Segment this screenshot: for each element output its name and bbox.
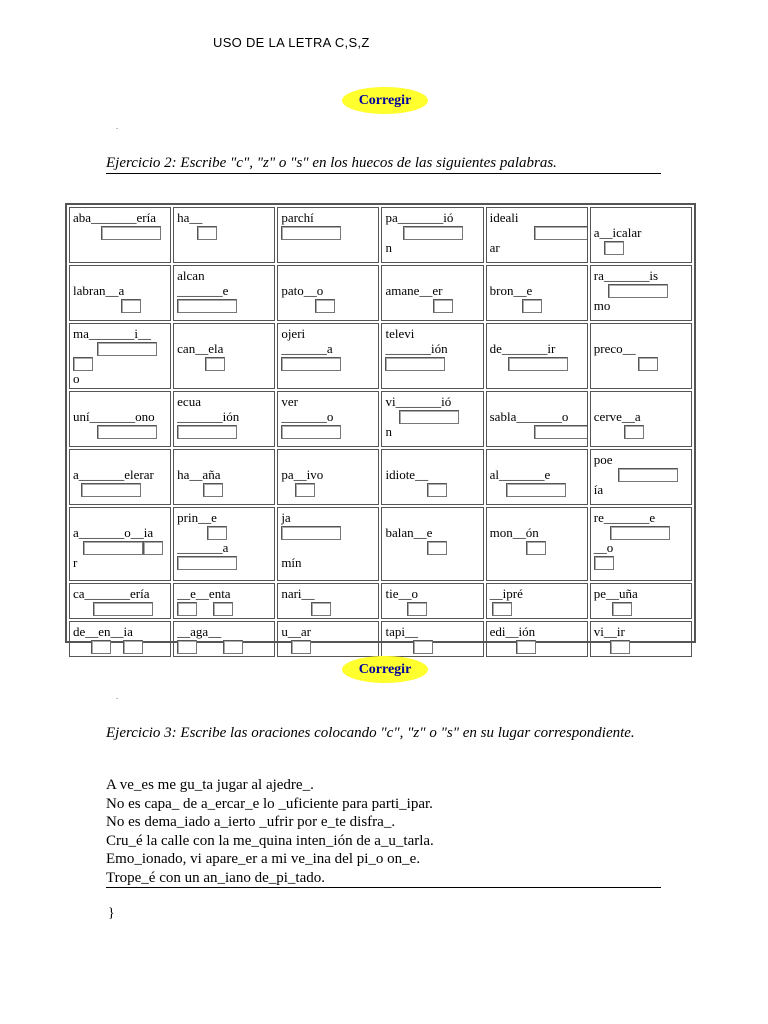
answer-input[interactable] [281, 357, 341, 371]
answer-input[interactable] [612, 602, 632, 616]
answer-input[interactable] [608, 284, 668, 298]
exercise-2-title: Ejercicio 2: Escribe "c", "z" o "s" en los huecos de las siguientes palabras. [106, 154, 661, 174]
cell-decencia: de__en__ia [69, 621, 171, 657]
separator-dot: . [116, 121, 119, 131]
answer-input[interactable] [526, 541, 546, 555]
cell-hazana: ha__aña [173, 449, 275, 505]
answer-input[interactable] [534, 226, 588, 240]
cell-vivir: vi__ir [590, 621, 692, 657]
cell-bronce: bron__e [486, 265, 588, 321]
answer-input[interactable] [624, 425, 644, 439]
cell-pasivo: pa__ivo [277, 449, 379, 505]
answer-input[interactable] [81, 483, 141, 497]
answer-input[interactable] [143, 541, 163, 555]
answer-input[interactable] [522, 299, 542, 313]
answer-input[interactable] [93, 602, 153, 616]
answer-input[interactable] [594, 556, 614, 570]
answer-input[interactable] [281, 425, 341, 439]
answer-input[interactable] [315, 299, 335, 313]
cell-parchis: parchí [277, 207, 379, 263]
cell-labranza: labran__a [69, 265, 171, 321]
closing-brace: } [108, 906, 115, 921]
cell-verso: ver _______o [277, 391, 379, 447]
answer-input[interactable] [638, 357, 658, 371]
cell-canela: can__ela [173, 323, 275, 389]
exercise-3-title: Ejercicio 3: Escribe las oraciones colocando "c", "z" o "s" en su lugar correspondiente. [106, 725, 635, 741]
cell-cipres: __ipré [486, 583, 588, 619]
answer-input[interactable] [534, 425, 588, 439]
cell-caceria: ca_______ería [69, 583, 171, 619]
cell-decir: de_______ir [486, 323, 588, 389]
answer-input[interactable] [205, 357, 225, 371]
cell-cerveza: cerve__a [590, 391, 692, 447]
answer-input[interactable] [311, 602, 331, 616]
answer-input[interactable] [291, 640, 311, 654]
cell-acicalar: a__icalar [590, 207, 692, 263]
answer-input[interactable] [610, 526, 670, 540]
answer-input[interactable] [604, 241, 624, 255]
answer-input[interactable] [281, 226, 341, 240]
answer-input[interactable] [177, 556, 237, 570]
sentence: Trope_é con un an_iano de_pi_tado. [106, 869, 661, 889]
cell-abaceria: aba_______ería [69, 207, 171, 263]
answer-input[interactable] [97, 342, 157, 356]
answer-input[interactable] [618, 468, 678, 482]
answer-input[interactable] [610, 640, 630, 654]
answer-input[interactable] [73, 357, 93, 371]
answer-input[interactable] [508, 357, 568, 371]
answer-input[interactable] [399, 410, 459, 424]
sentence: No es capa_ de a_ercar_e lo _uficiente para parti_ipar. [106, 795, 433, 812]
sentence: A ve_es me gu_ta jugar al ajedre_. [106, 777, 314, 793]
answer-input[interactable] [101, 226, 161, 240]
cell-alce: al_______e [486, 449, 588, 505]
cell-pasion: pa_______ió n [381, 207, 483, 263]
cell-acelerar: a_______elerar [69, 449, 171, 505]
cell-pezuna: pe__uña [590, 583, 692, 619]
cell-racismo: ra_______is mo [590, 265, 692, 321]
answer-input[interactable] [427, 541, 447, 555]
cell-ojeriza: ojeri _______a [277, 323, 379, 389]
answer-input[interactable] [385, 357, 445, 371]
answer-input[interactable] [427, 483, 447, 497]
cell-cincuenta: __e__enta [173, 583, 275, 619]
cell-idealizar: ideali ar [486, 207, 588, 263]
answer-input[interactable] [83, 541, 143, 555]
sentence: No es dema_iado a_ierto _ufrir por e_te disfra_. [106, 814, 396, 830]
answer-input[interactable] [407, 602, 427, 616]
cell-princesa: prin__e _______a [173, 507, 275, 581]
answer-input[interactable] [223, 640, 243, 654]
answer-input[interactable] [177, 640, 197, 654]
answer-input[interactable] [177, 425, 237, 439]
cell-patoso: pato__o [277, 265, 379, 321]
cell-tieso: tie__o [381, 583, 483, 619]
cell-monzon: mon__ón [486, 507, 588, 581]
cell-idiotez: idiote__ [381, 449, 483, 505]
cell-television: televi _______ión [381, 323, 483, 389]
answer-input[interactable] [207, 526, 227, 540]
cell-macizo: ma_______i__ o [69, 323, 171, 389]
answer-input[interactable] [213, 602, 233, 616]
answer-input[interactable] [177, 299, 237, 313]
cell-tapiz: tapi__ [381, 621, 483, 657]
correct-button-1[interactable]: Corregir [342, 87, 428, 114]
answer-input[interactable] [121, 299, 141, 313]
cell-balance: balan__e [381, 507, 483, 581]
cell-usar: u__ar [277, 621, 379, 657]
sentence: Cru_é la calle con la me_quina inten_ión de a_u_tarla. [106, 832, 434, 849]
sentence: Emo_ionado, vi apare_er a mi ve_ina del pi_o on_e. [106, 851, 421, 867]
document-title: USO DE LA LETRA C,S,Z [213, 35, 370, 50]
cell-asociar: a_______o__ia r [69, 507, 171, 581]
cell-nariz: nari__ [277, 583, 379, 619]
cell-rechazo: re_______e __o [590, 507, 692, 581]
answer-input[interactable] [91, 640, 111, 654]
answer-input[interactable] [403, 226, 463, 240]
cell-edicion: edi__ión [486, 621, 588, 657]
correct-button-2[interactable]: Corregir [342, 656, 428, 683]
separator-dot: . [116, 691, 119, 701]
answer-input[interactable] [295, 483, 315, 497]
cell-alcance: alcan _______e [173, 265, 275, 321]
answer-input[interactable] [413, 640, 433, 654]
cell-sablazo: sabla_______o [486, 391, 588, 447]
answer-input[interactable] [197, 226, 217, 240]
answer-input[interactable] [203, 483, 223, 497]
cell-visión: vi_______ió n [381, 391, 483, 447]
cell-unisono: uní_______ono [69, 391, 171, 447]
cell-ecuacion: ecua _______ión [173, 391, 275, 447]
answer-input[interactable] [177, 602, 197, 616]
cell-zagaz: __aga__ [173, 621, 275, 657]
answer-input[interactable] [516, 640, 536, 654]
cell-haz: ha__ [173, 207, 275, 263]
answer-input[interactable] [492, 602, 512, 616]
exercise-2-grid [65, 203, 696, 643]
cell-poesia: poe ía [590, 449, 692, 505]
answer-input[interactable] [506, 483, 566, 497]
answer-input[interactable] [123, 640, 143, 654]
cell-amanecer: amane__er [381, 265, 483, 321]
answer-input[interactable] [433, 299, 453, 313]
answer-input[interactable] [281, 526, 341, 540]
exercise-3-sentences [106, 776, 661, 888]
cell-jazmin: ja mín [277, 507, 379, 581]
cell-precoz: preco__ [590, 323, 692, 389]
answer-input[interactable] [97, 425, 157, 439]
